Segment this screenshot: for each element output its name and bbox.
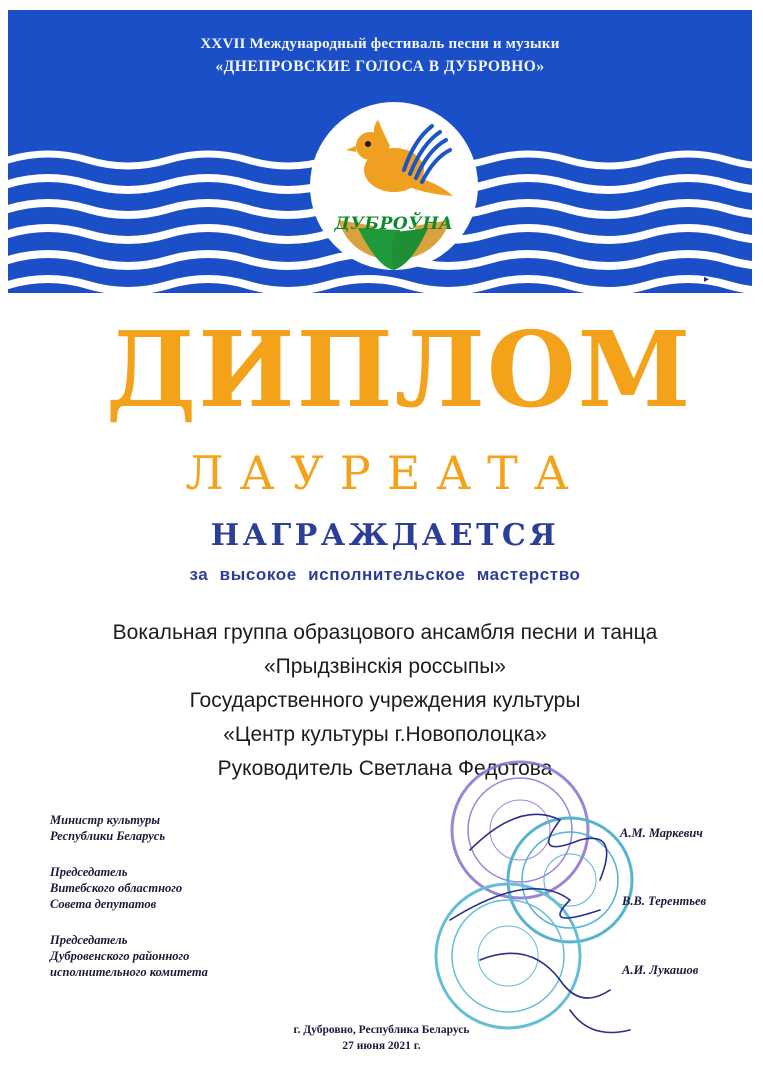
diploma-subtitle: ЛАУРЕАТА <box>185 446 585 500</box>
recipient-line: Руководитель Светлана Федотова <box>217 757 553 780</box>
signer-title-line: Дубровенского районного <box>50 949 190 963</box>
signer-title-line: Совета депутатов <box>50 897 157 911</box>
corner-mark-icon: ▸ <box>704 274 710 285</box>
recipient-line: Государственного учреждения культуры <box>189 689 581 712</box>
recipient-line: Вокальная группа образцового ансамбля песни и танца <box>112 621 658 644</box>
signer-title <box>50 932 310 980</box>
footer <box>200 1022 563 1054</box>
footer-date: 27 июня 2021 г. <box>342 1040 421 1052</box>
signer-title <box>50 812 310 844</box>
signer-title-line: Витебского областного <box>50 881 183 895</box>
recipient-line: «Центр культуры г.Новополоцка» <box>223 723 547 746</box>
signer-name: В.В. Терентьев <box>622 894 707 908</box>
signer-title-line: исполнительного комитета <box>50 965 208 979</box>
recipient-line: «Прыдзвінскія россыпы» <box>263 655 506 678</box>
festival-logo <box>308 100 480 280</box>
signer-title <box>50 864 310 912</box>
header-banner <box>8 10 752 293</box>
logo-text: ДУБРОЎНА <box>334 214 454 234</box>
signer-name: А.М. Маркевич <box>620 826 703 840</box>
official-stamps <box>410 760 710 1060</box>
festival-title-line1: XXVII Международный фестиваль песни и музыки <box>200 36 560 52</box>
signer-name: А.И. Лукашов <box>622 963 699 977</box>
signer-title-line: Председатель <box>50 933 128 947</box>
signer-title-line: Министр культуры <box>50 813 160 827</box>
bird-logo-icon <box>308 100 480 280</box>
signer-title-line: Республики Беларусь <box>50 829 166 843</box>
awarded-heading: НАГРАЖДАЕТСЯ <box>210 518 560 553</box>
signer-title-line: Председатель <box>50 865 128 879</box>
footer-place: г. Дубровно, Республика Беларусь <box>293 1024 470 1036</box>
festival-title-line2: «ДНЕПРОВСКИЕ ГОЛОСА В ДУБРОВНО» <box>215 58 545 75</box>
signers-list <box>50 812 310 1000</box>
diploma-title: ДИПЛОМ <box>105 308 693 431</box>
award-reason: за высокое исполнительское мастерство <box>189 565 581 584</box>
